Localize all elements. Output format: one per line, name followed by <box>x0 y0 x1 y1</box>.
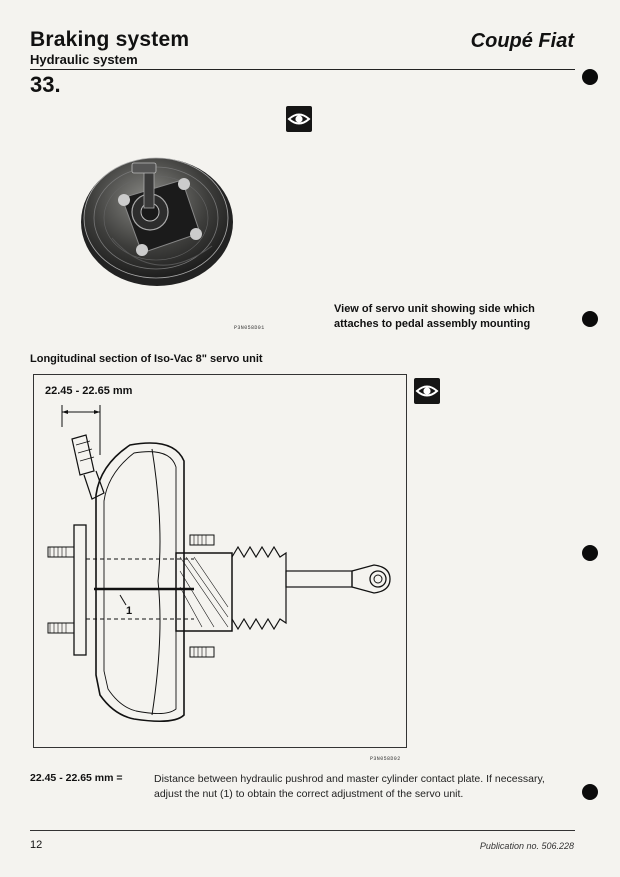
page-number: 12 <box>30 839 43 851</box>
photo-caption: View of servo unit showing side which attaches to pedal assembly mounting <box>334 303 535 330</box>
servo-section-drawing <box>34 375 405 746</box>
footer-rule <box>30 830 575 831</box>
header-rule <box>30 69 575 70</box>
figure-reference-code: P3N058D02 <box>370 756 401 762</box>
eye-icon <box>414 378 440 404</box>
dimension-label: 22.45 - 22.65 mm <box>45 385 133 397</box>
publication-number: Publication no. 506.228 <box>479 841 574 851</box>
page-title: Braking system <box>30 28 190 51</box>
margin-bullet-icon <box>582 311 598 327</box>
note-term: 22.45 - 22.65 mm = <box>30 772 123 784</box>
photo-reference-code: P3N058D01 <box>234 325 265 331</box>
page-subtitle: Hydraulic system <box>30 52 138 67</box>
margin-bullet-icon <box>582 69 598 85</box>
section-number: 33. <box>30 72 61 97</box>
margin-bullet-icon <box>582 784 598 800</box>
servo-unit-photo <box>72 138 242 288</box>
part-callout-1: 1 <box>126 605 133 617</box>
brand-name: Coupé Fiat <box>470 30 574 52</box>
eye-icon <box>286 106 312 132</box>
note-text: Distance between hydraulic pushrod and master cylinder contact plate. If necessary, adjust the nut (1) to obtain the correct adjustment of the servo unit. <box>154 773 545 800</box>
figure-caption: Longitudinal section of Iso-Vac 8" servo unit <box>30 353 263 365</box>
margin-bullet-icon <box>582 545 598 561</box>
